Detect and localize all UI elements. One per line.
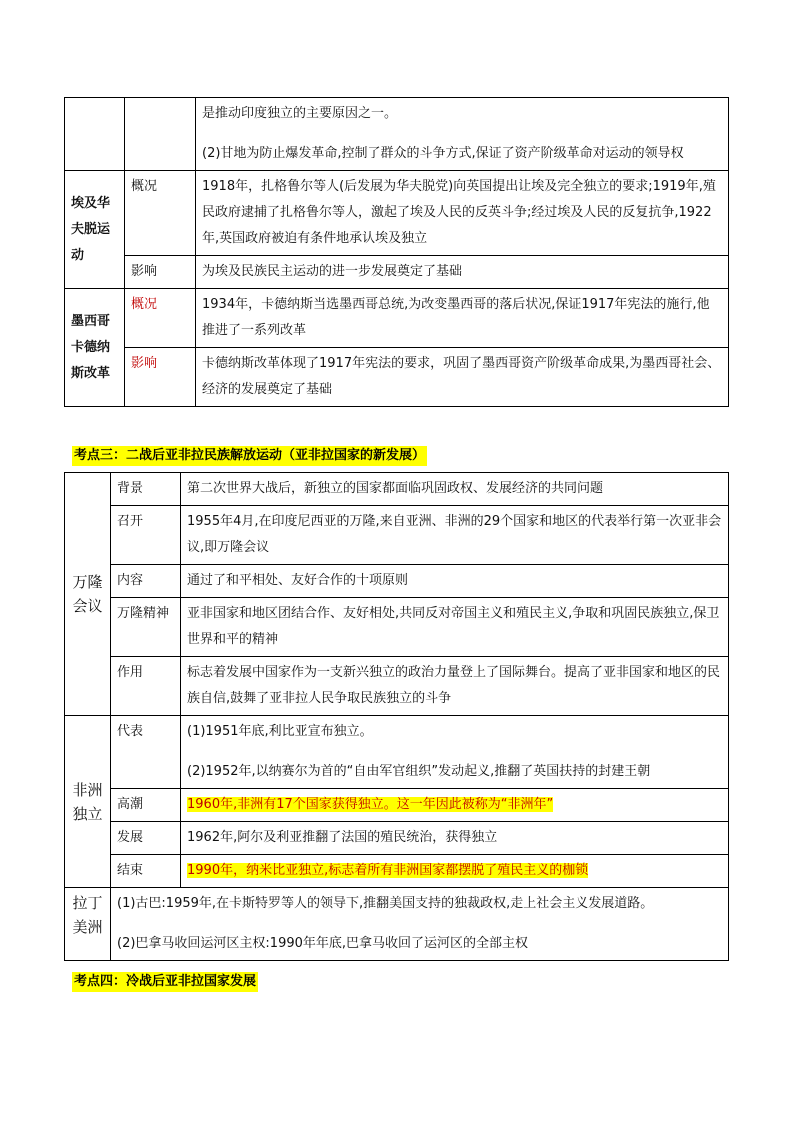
africa-rep-line-2: (2)1952年,以纳赛尔为首的“自由军官组织”发动起义,推翻了英国扶持的封建王朝: [187, 764, 651, 779]
table-row: [65, 888, 729, 961]
table-row: [65, 855, 729, 888]
bandung-row-text: 1955年4月,在印度尼西亚的万隆,来自亚洲、非洲的29个国家和地区的代表举行第一次亚非会议,即万隆会议: [181, 506, 729, 565]
africa-peak-text: 1960年,非洲有17个国家获得独立。这一年因此被称为“非洲年”: [187, 797, 554, 812]
table-row: [65, 716, 729, 789]
upper-table: [64, 97, 729, 407]
table-row: [65, 348, 729, 407]
table-row: [65, 657, 729, 716]
section-heading-4: 考点四：冷战后亚非拉国家发展: [72, 972, 258, 992]
table-row: [65, 598, 729, 657]
table-row: [65, 256, 729, 289]
bandung-row-label: 内容: [111, 565, 181, 598]
africa-end-label: 结束: [111, 855, 181, 888]
africa-rep-label: 代表: [111, 716, 181, 789]
africa-dev-label: 发展: [111, 822, 181, 855]
africa-rep-line-1: (1)1951年底,利比亚宣布独立。: [187, 724, 373, 739]
mexico-impact-label: 影响: [125, 348, 196, 407]
india-line-1: 是推动印度独立的主要原因之一。: [202, 106, 398, 121]
india-continuation-cell: [196, 98, 729, 171]
africa-end-text: 1990年，纳米比亚独立,标志着所有非洲国家都摆脱了殖民主义的枷锁: [187, 863, 589, 878]
latin-line-1: (1)古巴:1959年,在卡斯特罗等人的领导下,推翻美国支持的独裁政权,走上社会主义发展道路。: [117, 896, 654, 911]
bandung-row-text: 第二次世界大战后，新独立的国家都面临巩固政权、发展经济的共同问题: [181, 473, 729, 506]
africa-end-cell: [181, 855, 729, 888]
mexico-overview-text: 1934年，卡德纳斯当选墨西哥总统,为改变墨西哥的落后状况,保证1917年宪法的施行,他推进了一系列改革: [196, 289, 729, 348]
africa-rep-cell: [181, 716, 729, 789]
empty-cell: [125, 98, 196, 171]
africa-dev-text: 1962年,阿尔及利亚推翻了法国的殖民统治，获得独立: [181, 822, 729, 855]
section-heading-3: 考点三：二战后亚非拉民族解放运动（亚非拉国家的新发展）: [72, 446, 427, 466]
africa-peak-cell: [181, 789, 729, 822]
egypt-overview-text: 1918年，扎格鲁尔等人(后发展为华夫脱党)向英国提出让埃及完全独立的要求;1919年,殖民政府逮捕了扎格鲁尔等人，激起了埃及人民的反英斗争;经过埃及人民的反复抗争,1922年,英国政府被迫有条件地承认埃及独立: [196, 171, 729, 256]
table-row: [65, 506, 729, 565]
egypt-impact-text: 为埃及民族民主运动的进一步发展奠定了基础: [196, 256, 729, 289]
table-row: [65, 789, 729, 822]
mexico-category: 墨西哥卡德纳斯改革: [65, 289, 125, 407]
empty-cell: [65, 98, 125, 171]
bandung-category: 万隆会议: [65, 473, 111, 716]
bandung-row-label: 作用: [111, 657, 181, 716]
lower-table: [64, 472, 729, 961]
latin-line-2: (2)巴拿马收回运河区主权:1990年年底,巴拿马收回了运河区的全部主权: [117, 936, 529, 951]
bandung-row-label: 召开: [111, 506, 181, 565]
bandung-row-text: 亚非国家和地区团结合作、友好相处,共同反对帝国主义和殖民主义,争取和巩固民族独立,保卫世界和平的精神: [181, 598, 729, 657]
table-row: [65, 98, 729, 171]
africa-category: 非洲独立: [65, 716, 111, 888]
table-row: [65, 289, 729, 348]
bandung-row-label: 万隆精神: [111, 598, 181, 657]
table-row: [65, 171, 729, 256]
egypt-category: 埃及华夫脱运动: [65, 171, 125, 289]
egypt-overview-label: 概况: [125, 171, 196, 256]
bandung-row-text: 通过了和平相处、友好合作的十项原则: [181, 565, 729, 598]
egypt-impact-label: 影响: [125, 256, 196, 289]
latin-category: 拉丁美洲: [65, 888, 111, 961]
bandung-row-text: 标志着发展中国家作为一支新兴独立的政治力量登上了国际舞台。提高了亚非国家和地区的民族自信,鼓舞了亚非拉人民争取民族独立的斗争: [181, 657, 729, 716]
table-row: [65, 565, 729, 598]
india-line-2: (2)甘地为防止爆发革命,控制了群众的斗争方式,保证了资产阶级革命对运动的领导权: [202, 146, 684, 161]
africa-peak-label: 高潮: [111, 789, 181, 822]
bandung-row-label: 背景: [111, 473, 181, 506]
table-row: [65, 473, 729, 506]
table-row: [65, 822, 729, 855]
latin-cell: [111, 888, 729, 961]
mexico-impact-text: 卡德纳斯改革体现了1917年宪法的要求，巩固了墨西哥资产阶级革命成果,为墨西哥社会、经济的发展奠定了基础: [196, 348, 729, 407]
mexico-overview-label: 概况: [125, 289, 196, 348]
